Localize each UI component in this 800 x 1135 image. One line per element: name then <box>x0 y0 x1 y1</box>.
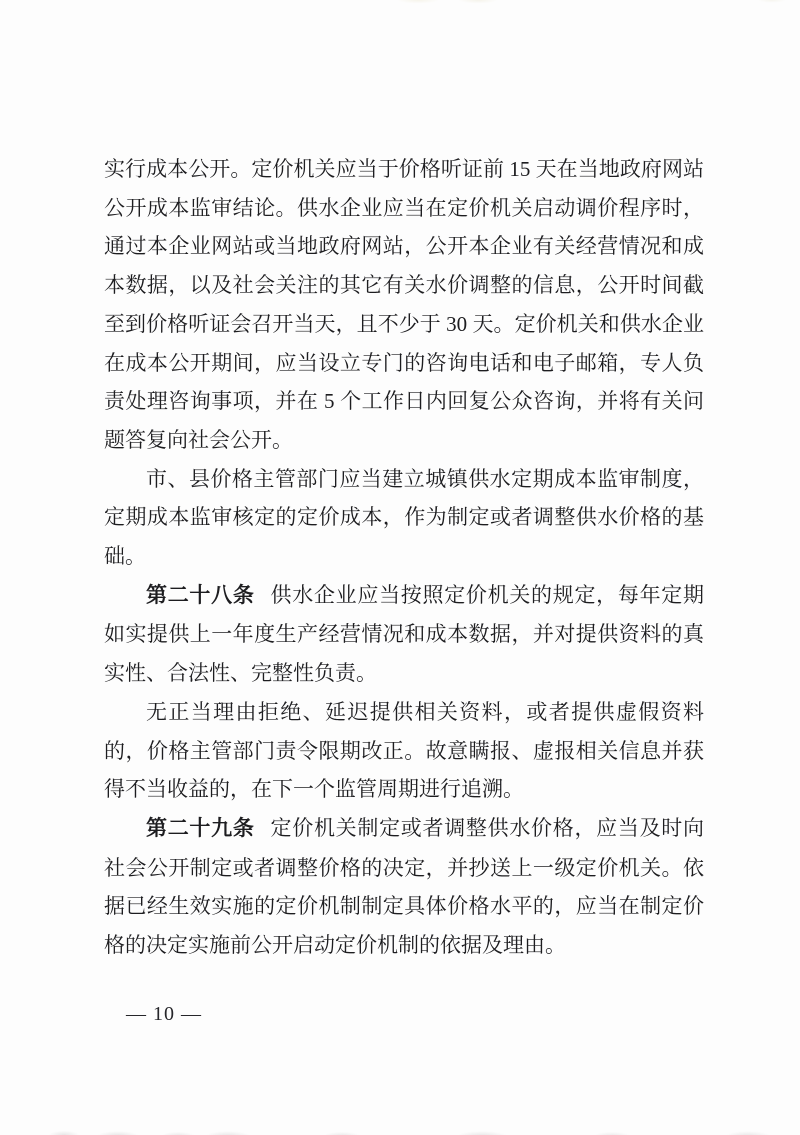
scan-artifact-top <box>0 0 800 6</box>
paragraph-cost-review-system: 市、县价格主管部门应当建立城镇供水定期成本监审制度，定期成本监审核定的定价成本，作为制定或者调整供水价格的基础。 <box>104 466 704 569</box>
paragraph-continuation: 实行成本公开。定价机关应当于价格听证前 15 天在当地政府网站公开成本监审结论。供水企业应当在定价机关启动调价程序时，通过本企业网站或当地政府网站，公开本企业有关经营情况和成本数据，以及社会关注的其它有关水价调整的信息，公开时间截至到价格听证会召开当天，且不少于 30 天。定价机关和供水企业在成本公开期间，应当设立专门的咨询电话和电子邮箱，专人负责处理咨询事项，并在 5 个工作日内回复公众咨询，并将有关问题答复向社会公开。 <box>104 157 704 452</box>
article-28-text: 供水企业应当按照定价机关的规定，每年定期如实提供上一年度生产经营情况和成本数据，并对提供资料的真实性、合法性、完整性负责。 <box>104 582 705 686</box>
article-29-number: 第二十九条 <box>146 816 255 840</box>
document-body <box>104 150 704 965</box>
paragraph-penalty-clause: 无正当理由拒绝、延迟提供相关资料，或者提供虚假资料的，价格主管部门责令限期改正。故意瞒报、虚报相关信息并获得不当收益的，在下一个监管周期进行追溯。 <box>104 699 704 802</box>
scan-artifact-bottom <box>0 1127 800 1135</box>
paragraph-article-28 <box>104 576 704 693</box>
article-28-number: 第二十八条 <box>146 583 255 607</box>
article-29-text: 定价机关制定或者调整供水价格，应当及时向社会公开制定或者调整价格的决定，并抄送上一级定价机关。依据已经生效实施的定价机制制定具体价格水平的，应当在制定价格的决定实施前公开启动定价机制的依据及理由。 <box>104 815 705 958</box>
paragraph-article-29 <box>104 809 704 965</box>
page-number: — 10 — <box>126 1003 202 1025</box>
